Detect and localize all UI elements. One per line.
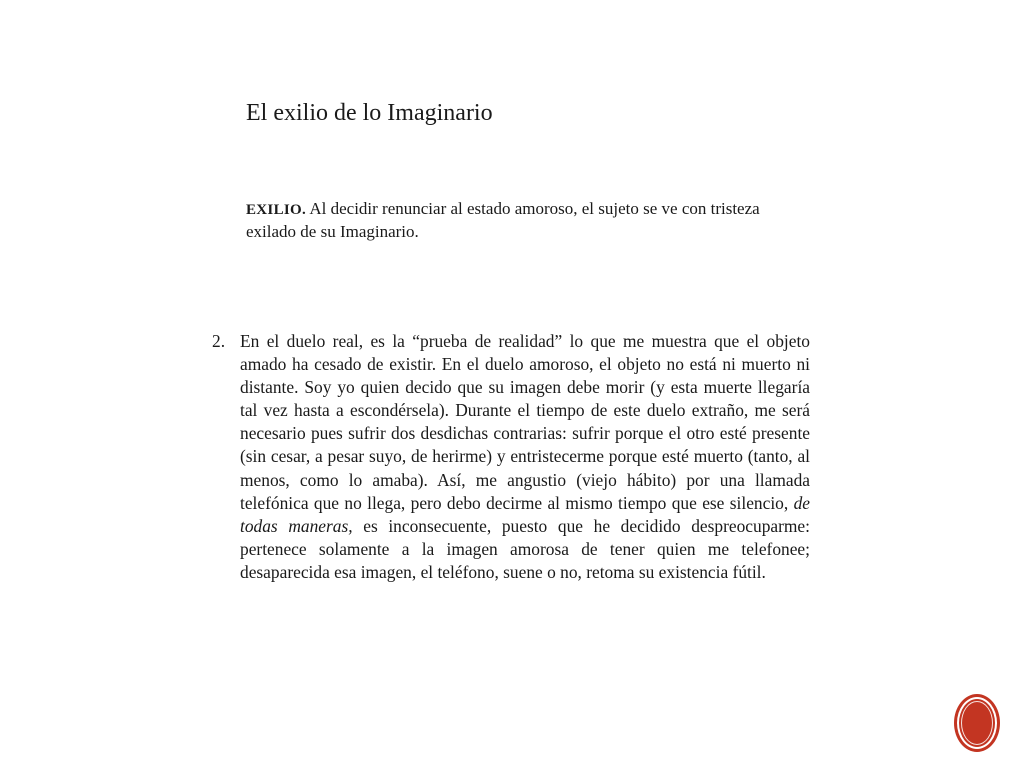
paragraph-text-part2: es inconsecuente, puesto que he decidido despreocuparme: pertenece solamente a la imagen amorosa de tener quien me telefonee; desaparecida esa imagen, el teléfono, suene o no, retoma su existencia fútil. [240,515,810,582]
definition-text: Al decidir renunciar al estado amoroso, el sujeto se ve con tristeza exilado de su Imaginario. [246,199,760,241]
paragraph-text-part1: En el duelo real, es la “prueba de realidad” lo que me muestra que el objeto amado ha cesado de existir. En el duelo amoroso, el objeto no está ni muerto ni distante. Soy yo quien decido que su imagen debe morir (y esta muerte llegaría tal vez hasta a escondérsela). Durante el tiempo de este duelo extraño, me será necesario pues sufrir dos desdichas contrarias: sufrir porque el otro esté presente (sin cesar, a pesar suyo, de herirme) y entristecerme porque esté muerto (tanto, al menos, como lo amaba). Así, me angustio (viejo hábito) por una llamada telefónica que no llega, pero debo decirme al mismo tiempo que ese silencio, [240,331,810,513]
slide-title: El exilio de lo Imaginario [246,100,493,126]
definition-block [246,198,810,243]
slide-number-badge[interactable] [957,697,997,749]
paragraph-italic: de todas maneras, [240,492,810,536]
paragraph-number: 2. [212,331,226,351]
definition-term: EXILIO. [246,202,307,218]
paragraph-body [240,330,810,584]
numbered-paragraph [212,330,810,584]
